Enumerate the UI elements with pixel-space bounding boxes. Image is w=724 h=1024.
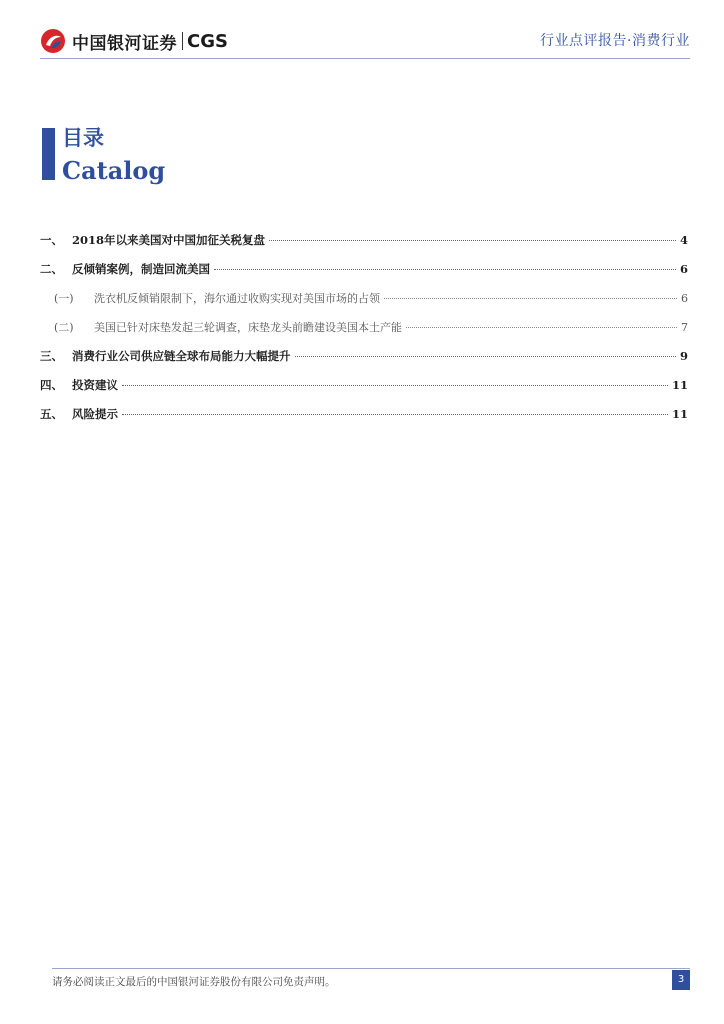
toc-entry[interactable] (40, 348, 688, 368)
toc-leader-dots (295, 356, 676, 357)
toc-entry-number: 一、 (40, 233, 63, 247)
header-divider (40, 58, 690, 59)
toc-entry-number: (一) (54, 292, 74, 305)
toc-subentry[interactable] (40, 319, 688, 339)
toc-entry[interactable] (40, 261, 688, 281)
toc-entry-page: 6 (681, 292, 688, 305)
report-type-label: 行业点评报告·消费行业 (540, 33, 690, 49)
toc-entry-number: 五、 (40, 407, 63, 421)
toc-entry-title: 2018年以来美国对中国加征关税复盘 (72, 233, 266, 247)
toc-entry-number: 三、 (40, 349, 63, 363)
toc-entry-page: 11 (671, 407, 688, 421)
toc-entry-title: 美国已针对床垫发起三轮调查，床垫龙头前瞻建设美国本土产能 (94, 321, 402, 334)
footer-divider (52, 968, 690, 969)
toc-leader-dots (269, 240, 676, 241)
toc-entry-title: 消费行业公司供应链全球布局能力大幅提升 (72, 349, 291, 363)
toc-leader-dots (406, 327, 677, 328)
footer-disclaimer: 请务必阅读正文最后的中国银河证券股份有限公司免责声明。 (52, 976, 336, 988)
company-logo (40, 28, 228, 54)
toc-entry-title: 洗衣机反倾销限制下，海尔通过收购实现对美国市场的占领 (94, 292, 380, 305)
toc-entry-page: 9 (679, 349, 688, 363)
page-number: 3 (672, 970, 690, 990)
toc-leader-dots (214, 269, 676, 270)
toc-entry[interactable] (40, 377, 688, 397)
catalog-title-cn: 目录 (62, 125, 104, 150)
toc-entry-title: 投资建议 (72, 378, 118, 392)
toc-leader-dots (122, 414, 668, 415)
toc-subentry[interactable] (40, 290, 688, 310)
toc-entry-page: 7 (681, 321, 688, 334)
title-accent-bar (42, 128, 55, 180)
toc-entry[interactable] (40, 406, 688, 426)
toc-entry[interactable] (40, 232, 688, 252)
toc-leader-dots (122, 385, 668, 386)
toc-entry-title: 风险提示 (72, 407, 118, 421)
toc-entry-number: (二) (54, 321, 74, 334)
toc-entry-page: 11 (671, 378, 688, 392)
toc-entry-title: 反倾销案例，制造回流美国 (72, 262, 210, 276)
table-of-contents (40, 232, 688, 435)
logo-chinese-name: 中国银河证券 (72, 33, 177, 54)
toc-entry-page: 4 (679, 233, 688, 247)
catalog-title-en: Catalog (62, 156, 166, 185)
cgs-logo-icon (40, 28, 66, 54)
page-header (0, 0, 724, 60)
toc-entry-number: 四、 (40, 378, 63, 392)
logo-separator (182, 32, 183, 50)
toc-entry-page: 6 (679, 262, 688, 276)
logo-english-name: CGS (187, 30, 228, 52)
toc-entry-number: 二、 (40, 262, 63, 276)
toc-leader-dots (384, 298, 677, 299)
